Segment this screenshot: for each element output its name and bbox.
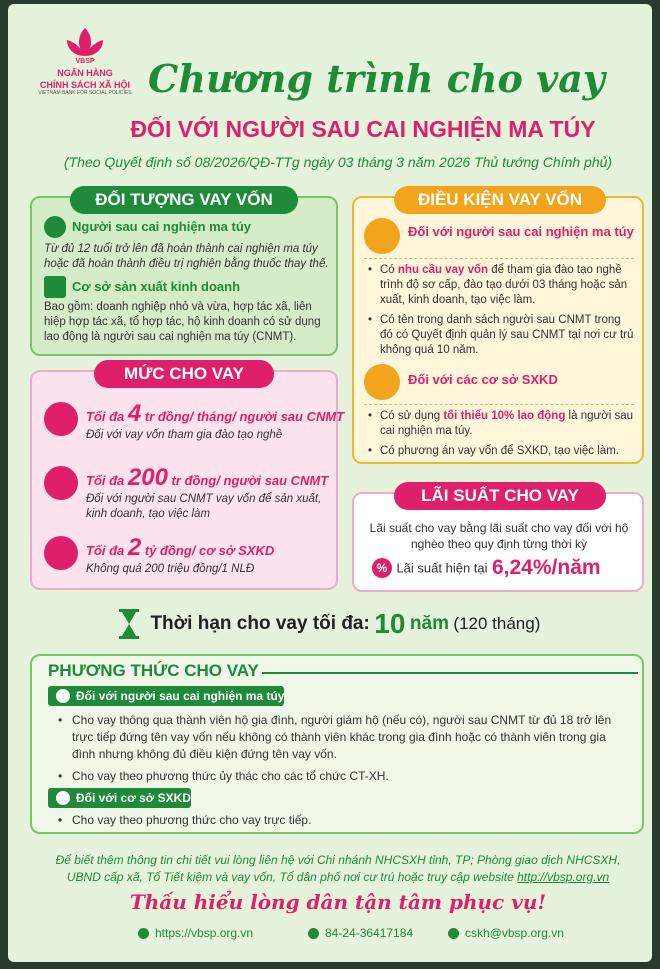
borrower-group1-text: Từ đủ 12 tuổi trở lên đã hoàn thành cai nghiện ma túy hoặc đã hoàn thành điều trị nghiện bằng thuốc thay thế. xyxy=(44,243,329,270)
mail-icon xyxy=(448,928,459,939)
interest-rate: % Lãi suất hiện tại 6,24%/năm xyxy=(372,556,642,580)
lotus-icon xyxy=(63,26,107,66)
graduation-cap-icon xyxy=(44,402,78,436)
conditions-group1-title: Đối với người sau cai nghiện ma túy xyxy=(408,224,634,239)
interest-section xyxy=(352,486,644,592)
percent-icon: % xyxy=(372,558,392,578)
svg-text:VBSP: VBSP xyxy=(75,58,95,65)
borrower-section xyxy=(30,190,338,356)
bank-name-en: VIETNAM BANK FOR SOCIAL POLICIES xyxy=(38,90,132,96)
conditions-g1-bullet2: • Có tên trong danh sách người sau CNMT trong đó có Quyết định quản lý sau CNMT tại nơi cư trú không quá 10 năm. xyxy=(364,313,634,358)
gear-hands-icon xyxy=(364,364,400,400)
factory-icon xyxy=(44,536,78,570)
page-title: Chương trình cho vay xyxy=(148,56,605,101)
loan-amount-badge: MỨC CHO VAY xyxy=(94,360,274,388)
footer xyxy=(28,926,648,944)
method-section xyxy=(30,654,644,834)
divider xyxy=(364,258,634,259)
loan-amount-row: Tối đa 4 tr đồng/ tháng/ người sau CNMT Đối với vay vốn tham gia đào tạo nghề xyxy=(44,400,334,443)
conditions-badge: ĐIỀU KIỆN VAY VỐN xyxy=(394,186,606,214)
borrower-group2-text: Bao gồm: doanh nghiệp nhỏ và vừa, hợp tác xã, liên hiệp hợp tác xã, tổ hợp tác, hộ kinh doanh có sử dụng lao động là người sau cai nghiện ma túy (CNMT). xyxy=(44,301,321,343)
method-pill1: Đối với người sau cai nghiện ma túy xyxy=(48,686,284,706)
decree-reference: (Theo Quyết định số 08/2026/QĐ-TTg ngày 03 tháng 3 năm 2026 Thủ tướng Chính phủ) xyxy=(63,154,613,170)
borrower-badge: ĐỐI TƯỢNG VAY VỐN xyxy=(70,186,298,214)
method-bullet3: • Cho vay theo phương thức cho vay trực tiếp. xyxy=(58,812,628,829)
loan-amount-section xyxy=(30,364,345,590)
bank-name-line2: CHÍNH SÁCH XÃ HỘI xyxy=(39,80,130,90)
borrower-group1-title: Người sau cai nghiện ma túy xyxy=(72,219,252,234)
worker-icon xyxy=(44,466,78,500)
worker-helmet-icon xyxy=(364,218,400,254)
conditions-g2-bullet1: • Có sử dụng tối thiểu 10% lao động là người sau cai nghiện ma túy. xyxy=(364,409,634,439)
method-bullet1: • Cho vay thông qua thành viên hộ gia đình, người giám hộ (nếu có), người sau CNMT từ đủ 18 trở lên trực tiếp đứng tên vay vốn nếu không có thành viên khác trong gia đình hoặc có thành viên trong gia đình nhưng không đủ điều kiện đứng tên vay vốn. xyxy=(58,712,628,763)
conditions-section xyxy=(352,190,644,464)
divider xyxy=(262,672,638,674)
hourglass-icon xyxy=(118,608,140,640)
interest-badge: LÃI SUẤT CHO VAY xyxy=(394,482,606,510)
footer-phone[interactable]: 84-24-36417184 xyxy=(308,926,413,940)
method-pill2: Đối với cơ sở SXKD xyxy=(48,788,191,808)
conditions-g1-bullet1: • Có nhu cầu vay vốn để tham gia đào tạo nghề trình độ sơ cấp, đào tạo dưới 03 tháng hoặc sản xuất, kinh doanh, tạo việc làm. xyxy=(364,263,634,308)
borrower-group2-title: Cơ sở sản xuất kinh doanh xyxy=(72,279,241,294)
factory-icon xyxy=(56,791,70,805)
bank-name-line1: NGÂN HÀNG xyxy=(57,68,113,78)
vbsp-logo xyxy=(30,26,140,97)
conditions-group2-title: Đối với các cơ sở SXKD xyxy=(408,372,558,387)
method-bullet2: • Cho vay theo phương thức ủy thác cho các tổ chức CT-XH. xyxy=(58,768,628,785)
loan-amount-row: Tối đa 200 tr đồng/ người sau CNMT Đối với người sau CNMT vay vốn để sản xuất, kinh doanh, tạo việc làm xyxy=(44,464,334,522)
footer-email[interactable]: cskh@vbsp.org.vn xyxy=(448,926,564,940)
globe-icon xyxy=(138,928,149,939)
footer-website[interactable]: https://vbsp.org.vn xyxy=(138,926,253,940)
phone-icon xyxy=(308,928,319,939)
contact-info: Để biết thêm thông tin chi tiết vui lòng liên hệ với Chi nhánh NHCSXH tỉnh, TP; Phòng giao dịch NHCSXH, UBND cấp xã, Tổ Tiết kiệm và vay vốn, Tổ dân phố nơi cư trú hoặc truy cập website http://vbsp.org.vn xyxy=(55,853,621,884)
page-subtitle: ĐỐI VỚI NGƯỜI SAU CAI NGHIỆN MA TÚY xyxy=(130,116,596,142)
loan-amount-row: Tối đa 2 tỷ đồng/ cơ sở SXKD Không quá 200 triệu đồng/1 NLĐ xyxy=(44,534,334,577)
divider xyxy=(364,404,634,405)
worker-icon xyxy=(44,216,66,238)
slogan: Thấu hiểu lòng dân tận tâm phục vụ! xyxy=(129,890,547,914)
loan-term: Thời hạn cho vay tối đa: 10 năm (120 tháng) xyxy=(118,608,588,644)
website-link[interactable]: http://vbsp.org.vn xyxy=(517,870,610,884)
worker-icon xyxy=(56,689,70,703)
conditions-g2-bullet2: • Có phương án vay vốn để SXKD, tạo việc làm. xyxy=(364,444,634,459)
poster xyxy=(8,4,652,962)
factory-icon xyxy=(44,276,66,298)
method-heading: PHƯƠNG THỨC CHO VAY xyxy=(48,661,259,680)
interest-description: Lãi suất cho vay bằng lãi suất cho vay đối với hộ nghèo theo quy định từng thời kỳ xyxy=(369,521,629,551)
